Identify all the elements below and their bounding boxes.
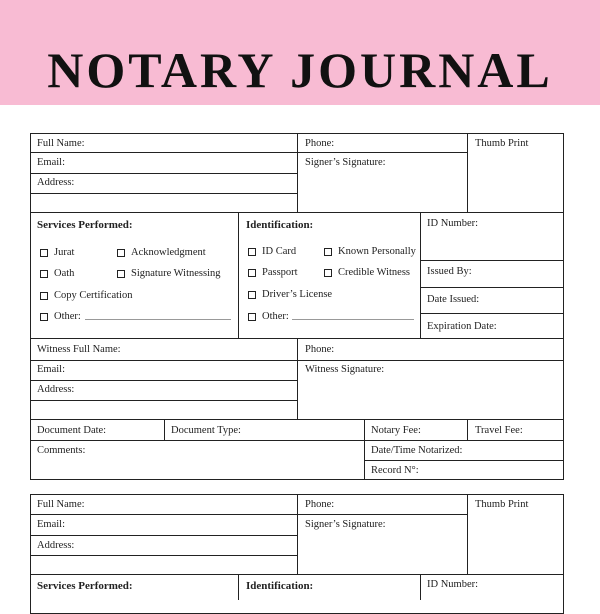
phone-field[interactable]: Phone: xyxy=(305,138,335,149)
phone-field-2[interactable]: Phone: xyxy=(305,499,335,510)
signer-signature-field-2[interactable]: Signer’s Signature: xyxy=(305,519,386,530)
drivers-license-label: Driver’s License xyxy=(262,289,333,300)
id-number-field-2[interactable]: ID Number: xyxy=(427,579,479,590)
date-issued-field[interactable]: Date Issued: xyxy=(427,294,480,305)
expiration-date-field[interactable]: Expiration Date: xyxy=(427,321,497,332)
thumb-print-field-2[interactable]: Thumb Print xyxy=(475,499,529,510)
email-field[interactable]: Email: xyxy=(37,157,65,168)
email-field-2[interactable]: Email: xyxy=(37,519,65,530)
acknowledgment-checkbox[interactable] xyxy=(117,249,125,257)
address-field[interactable]: Address: xyxy=(37,177,75,188)
acknowledgment-label: Acknowledgment xyxy=(131,247,206,258)
comments-field[interactable]: Comments: xyxy=(37,445,86,456)
record-number-field[interactable]: Record N°: xyxy=(371,465,419,476)
full-name-field-2[interactable]: Full Name: xyxy=(37,499,85,510)
document-date-field[interactable]: Document Date: xyxy=(37,425,107,436)
services-other-checkbox[interactable] xyxy=(40,313,48,321)
address-field-2[interactable]: Address: xyxy=(37,540,75,551)
identification-other-label: Other: xyxy=(262,311,289,322)
jurat-checkbox[interactable] xyxy=(40,249,48,257)
services-other-label: Other: xyxy=(54,311,81,322)
page-title: NOTARY JOURNAL xyxy=(47,42,553,98)
copy-certification-checkbox[interactable] xyxy=(40,292,48,300)
witness-full-name-field[interactable]: Witness Full Name: xyxy=(37,344,121,355)
services-heading: Services Performed: xyxy=(37,219,133,231)
identification-heading-2: Identification: xyxy=(246,580,314,592)
document-type-field[interactable]: Document Type: xyxy=(171,425,241,436)
passport-label: Passport xyxy=(262,267,298,278)
witness-signature-field[interactable]: Witness Signature: xyxy=(305,364,385,375)
copy-certification-label: Copy Certification xyxy=(54,290,133,301)
full-name-field[interactable]: Full Name: xyxy=(37,138,85,149)
services-heading-2: Services Performed: xyxy=(37,580,133,592)
signature-witnessing-label: Signature Witnessing xyxy=(131,268,221,279)
oath-label: Oath xyxy=(54,268,75,279)
passport-checkbox[interactable] xyxy=(248,269,256,277)
known-personally-label: Known Personally xyxy=(338,246,416,257)
notary-fee-field[interactable]: Notary Fee: xyxy=(371,425,421,436)
services-other-line[interactable] xyxy=(85,319,231,320)
identification-heading: Identification: xyxy=(246,219,314,231)
id-number-field[interactable]: ID Number: xyxy=(427,218,479,229)
oath-checkbox[interactable] xyxy=(40,270,48,278)
thumb-print-field[interactable]: Thumb Print xyxy=(475,138,529,149)
witness-phone-field[interactable]: Phone: xyxy=(305,344,335,355)
credible-witness-label: Credible Witness xyxy=(338,267,410,278)
id-card-label: ID Card xyxy=(262,246,297,257)
jurat-label: Jurat xyxy=(54,247,75,258)
identification-other-line[interactable] xyxy=(292,319,414,320)
signer-signature-field[interactable]: Signer’s Signature: xyxy=(305,157,386,168)
drivers-license-checkbox[interactable] xyxy=(248,291,256,299)
witness-address-field[interactable]: Address: xyxy=(37,384,75,395)
datetime-notarized-field[interactable]: Date/Time Notarized: xyxy=(371,445,463,456)
issued-by-field[interactable]: Issued By: xyxy=(427,266,472,277)
known-personally-checkbox[interactable] xyxy=(324,248,332,256)
identification-other-checkbox[interactable] xyxy=(248,313,256,321)
credible-witness-checkbox[interactable] xyxy=(324,269,332,277)
id-card-checkbox[interactable] xyxy=(248,248,256,256)
travel-fee-field[interactable]: Travel Fee: xyxy=(475,425,523,436)
signature-witnessing-checkbox[interactable] xyxy=(117,270,125,278)
witness-email-field[interactable]: Email: xyxy=(37,364,65,375)
